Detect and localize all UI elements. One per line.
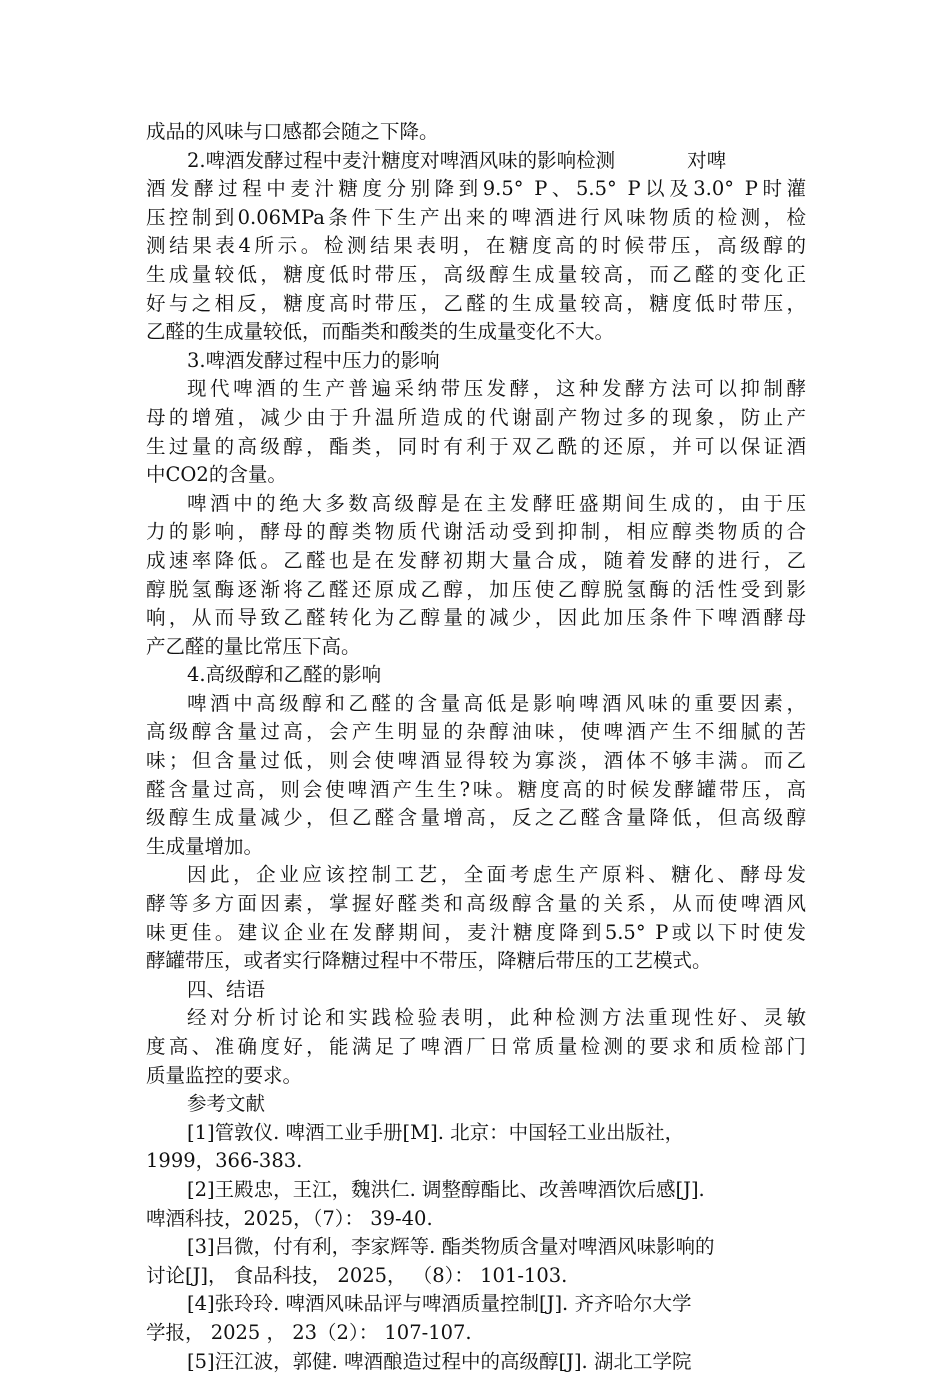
- text-line: 成品的风味与口感都会随之下降。: [146, 120, 439, 143]
- text-line: 啤酒中的绝大多数高级醇是在主发酵旺盛期间生成的，由于压: [187, 491, 806, 515]
- text-line: 母的增殖，减少由于升温所造成的代谢副产物过多的现象，防止产: [146, 405, 806, 429]
- text-line: 味更佳。建议企业在发酵期间，麦汁糖度降到5.5° P或以下时使发: [146, 920, 806, 944]
- reference-item: [146, 1119, 806, 1176]
- paragraph-continuation: [146, 118, 806, 147]
- section-heading-references: [146, 1090, 806, 1119]
- section-heading-2: 2.啤酒发酵过程中麦汁糖度对啤酒风味的影响检测: [187, 148, 616, 172]
- text-line: 因此，企业应该控制工艺，全面考虑生产原料、糖化、酵母发: [187, 863, 806, 887]
- text-line: 醛含量过高，则会使啤酒产生生?味。糖度高的时候发酵罐带压，高: [146, 777, 806, 801]
- text-line: 4.高级醇和乙醛的影响: [187, 663, 382, 687]
- text-line: 响，从而导致乙醛转化为乙醇量的减少，因此加压条件下啤酒酵母: [146, 606, 806, 630]
- text-line: [1]管敦仪. 啤酒工业手册[M]. 北京：中国轻工业出版社，: [187, 1120, 685, 1144]
- text-line: 生成量较低，糖度低时带压，高级醇生成量较高，而乙醛的变化正: [146, 262, 806, 286]
- text-line: 味；但含量过低，则会使啤酒显得较为寡淡，酒体不够丰满。而乙: [146, 749, 806, 773]
- reference-item: [146, 1176, 806, 1233]
- text-line: 生过量的高级醇，酯类，同时有利于双乙酰的还原，并可以保证酒: [146, 434, 806, 458]
- text-line: 学报， 2025 ， 23（2）： 107-107.: [146, 1320, 472, 1344]
- text-line: 测结果表4所示。检测结果表明，在糖度高的时候带压，高级醇的: [146, 234, 806, 258]
- reference-item: [146, 1290, 806, 1347]
- text-line: 乙醛的生成量较低，而酯类和酸类的生成量变化不大。: [146, 320, 615, 344]
- text-line: 质量监控的要求。: [146, 1063, 303, 1087]
- text-line: 酒发酵过程中麦汁糖度分别降到9.5° P、5.5° P以及3.0° P时灌: [146, 177, 806, 201]
- paragraph-conclusion: [146, 1004, 806, 1090]
- text-line: 现代啤酒的生产普遍采纳带压发酵，这种发酵方法可以抑制酵: [187, 377, 806, 401]
- reference-item: [146, 1233, 806, 1290]
- section-heading-4: [146, 661, 806, 690]
- text-line: 中CO2的含量。: [146, 463, 287, 487]
- text-line: 啤酒科技，2025，（7）： 39-40.: [146, 1206, 433, 1230]
- text-line: 1999，366-383.: [146, 1149, 303, 1173]
- text-line: 讨论[J]， 食品科技， 2025， （8）： 101-103.: [146, 1263, 568, 1287]
- text-line: 酵等多方面因素，掌握好醛类和高级醇含量的关系，从而使啤酒风: [146, 892, 806, 916]
- text-line: 醇脱氢酶逐渐将乙醛还原成乙醇，加压使乙醇脱氢酶的活性受到影: [146, 577, 806, 601]
- text-line: [146, 147, 806, 176]
- text-line: 产乙醛的量比常压下高。: [146, 634, 361, 658]
- paragraph-alcohol-aldehyde: [146, 690, 806, 862]
- text-line: 酵罐带压，或者实行降糖过程中不带压，降糖后带压的工艺模式。: [146, 949, 712, 973]
- text-line: 四、结语: [187, 977, 266, 1001]
- text-line: 度高、准确度好，能满足了啤酒厂日常质量检测的要求和质检部门: [146, 1035, 806, 1058]
- text-line: [3]吕微，付有利，李家辉等. 酯类物质含量对啤酒风味影响的: [187, 1235, 715, 1259]
- paragraph-pressure-fermentation: [146, 375, 806, 489]
- text-fragment: 对啤: [687, 148, 727, 172]
- paragraph-higher-alcohols: [146, 490, 806, 662]
- text-line: [5]汪江波，郭健. 啤酒酿造过程中的高级醇[J]. 湖北工学院: [187, 1349, 692, 1373]
- paragraph-recommendation: [146, 861, 806, 975]
- text-line: [2]王殿忠，王江，魏洪仁. 调整醇酯比、改善啤酒饮后感[J].: [187, 1177, 705, 1201]
- text-line: 高级醇含量过高，会产生明显的杂醇油味，使啤酒产生不细腻的苦: [146, 720, 806, 744]
- text-line: 参考文献: [187, 1092, 266, 1116]
- text-line: 级醇生成量减少，但乙醛含量增高，反之乙醛含量降低，但高级醇: [146, 806, 806, 830]
- text-line: 好与之相反，糖度高时带压，乙醛的生成量较高，糖度低时带压，: [146, 291, 806, 315]
- paragraph-sugar-effect: [146, 147, 806, 347]
- text-line: [4]张玲玲. 啤酒风味品评与啤酒质量控制[J]. 齐齐哈尔大学: [187, 1292, 692, 1316]
- text-line: 经对分析讨论和实践检验表明，此种检测方法重现性好、灵敏: [187, 1006, 806, 1030]
- section-heading-3: [146, 347, 806, 376]
- text-line: 生成量增加。: [146, 834, 264, 858]
- text-line: 成速率降低。乙醛也是在发酵初期大量合成，随着发酵的进行，乙: [146, 548, 806, 572]
- document-body: [146, 118, 806, 1376]
- section-heading-conclusion: [146, 976, 806, 1005]
- reference-item: [146, 1348, 806, 1376]
- text-line: 力的影响，酵母的醇类物质代谢活动受到抑制，相应醇类物质的合: [146, 520, 806, 544]
- text-line: 3.啤酒发酵过程中压力的影响: [187, 348, 440, 372]
- text-line: 压控制到0.06MPa条件下生产出来的啤酒进行风味物质的检测，检: [146, 205, 806, 229]
- text-line: 啤酒中高级醇和乙醛的含量高低是影响啤酒风味的重要因素，: [187, 691, 806, 715]
